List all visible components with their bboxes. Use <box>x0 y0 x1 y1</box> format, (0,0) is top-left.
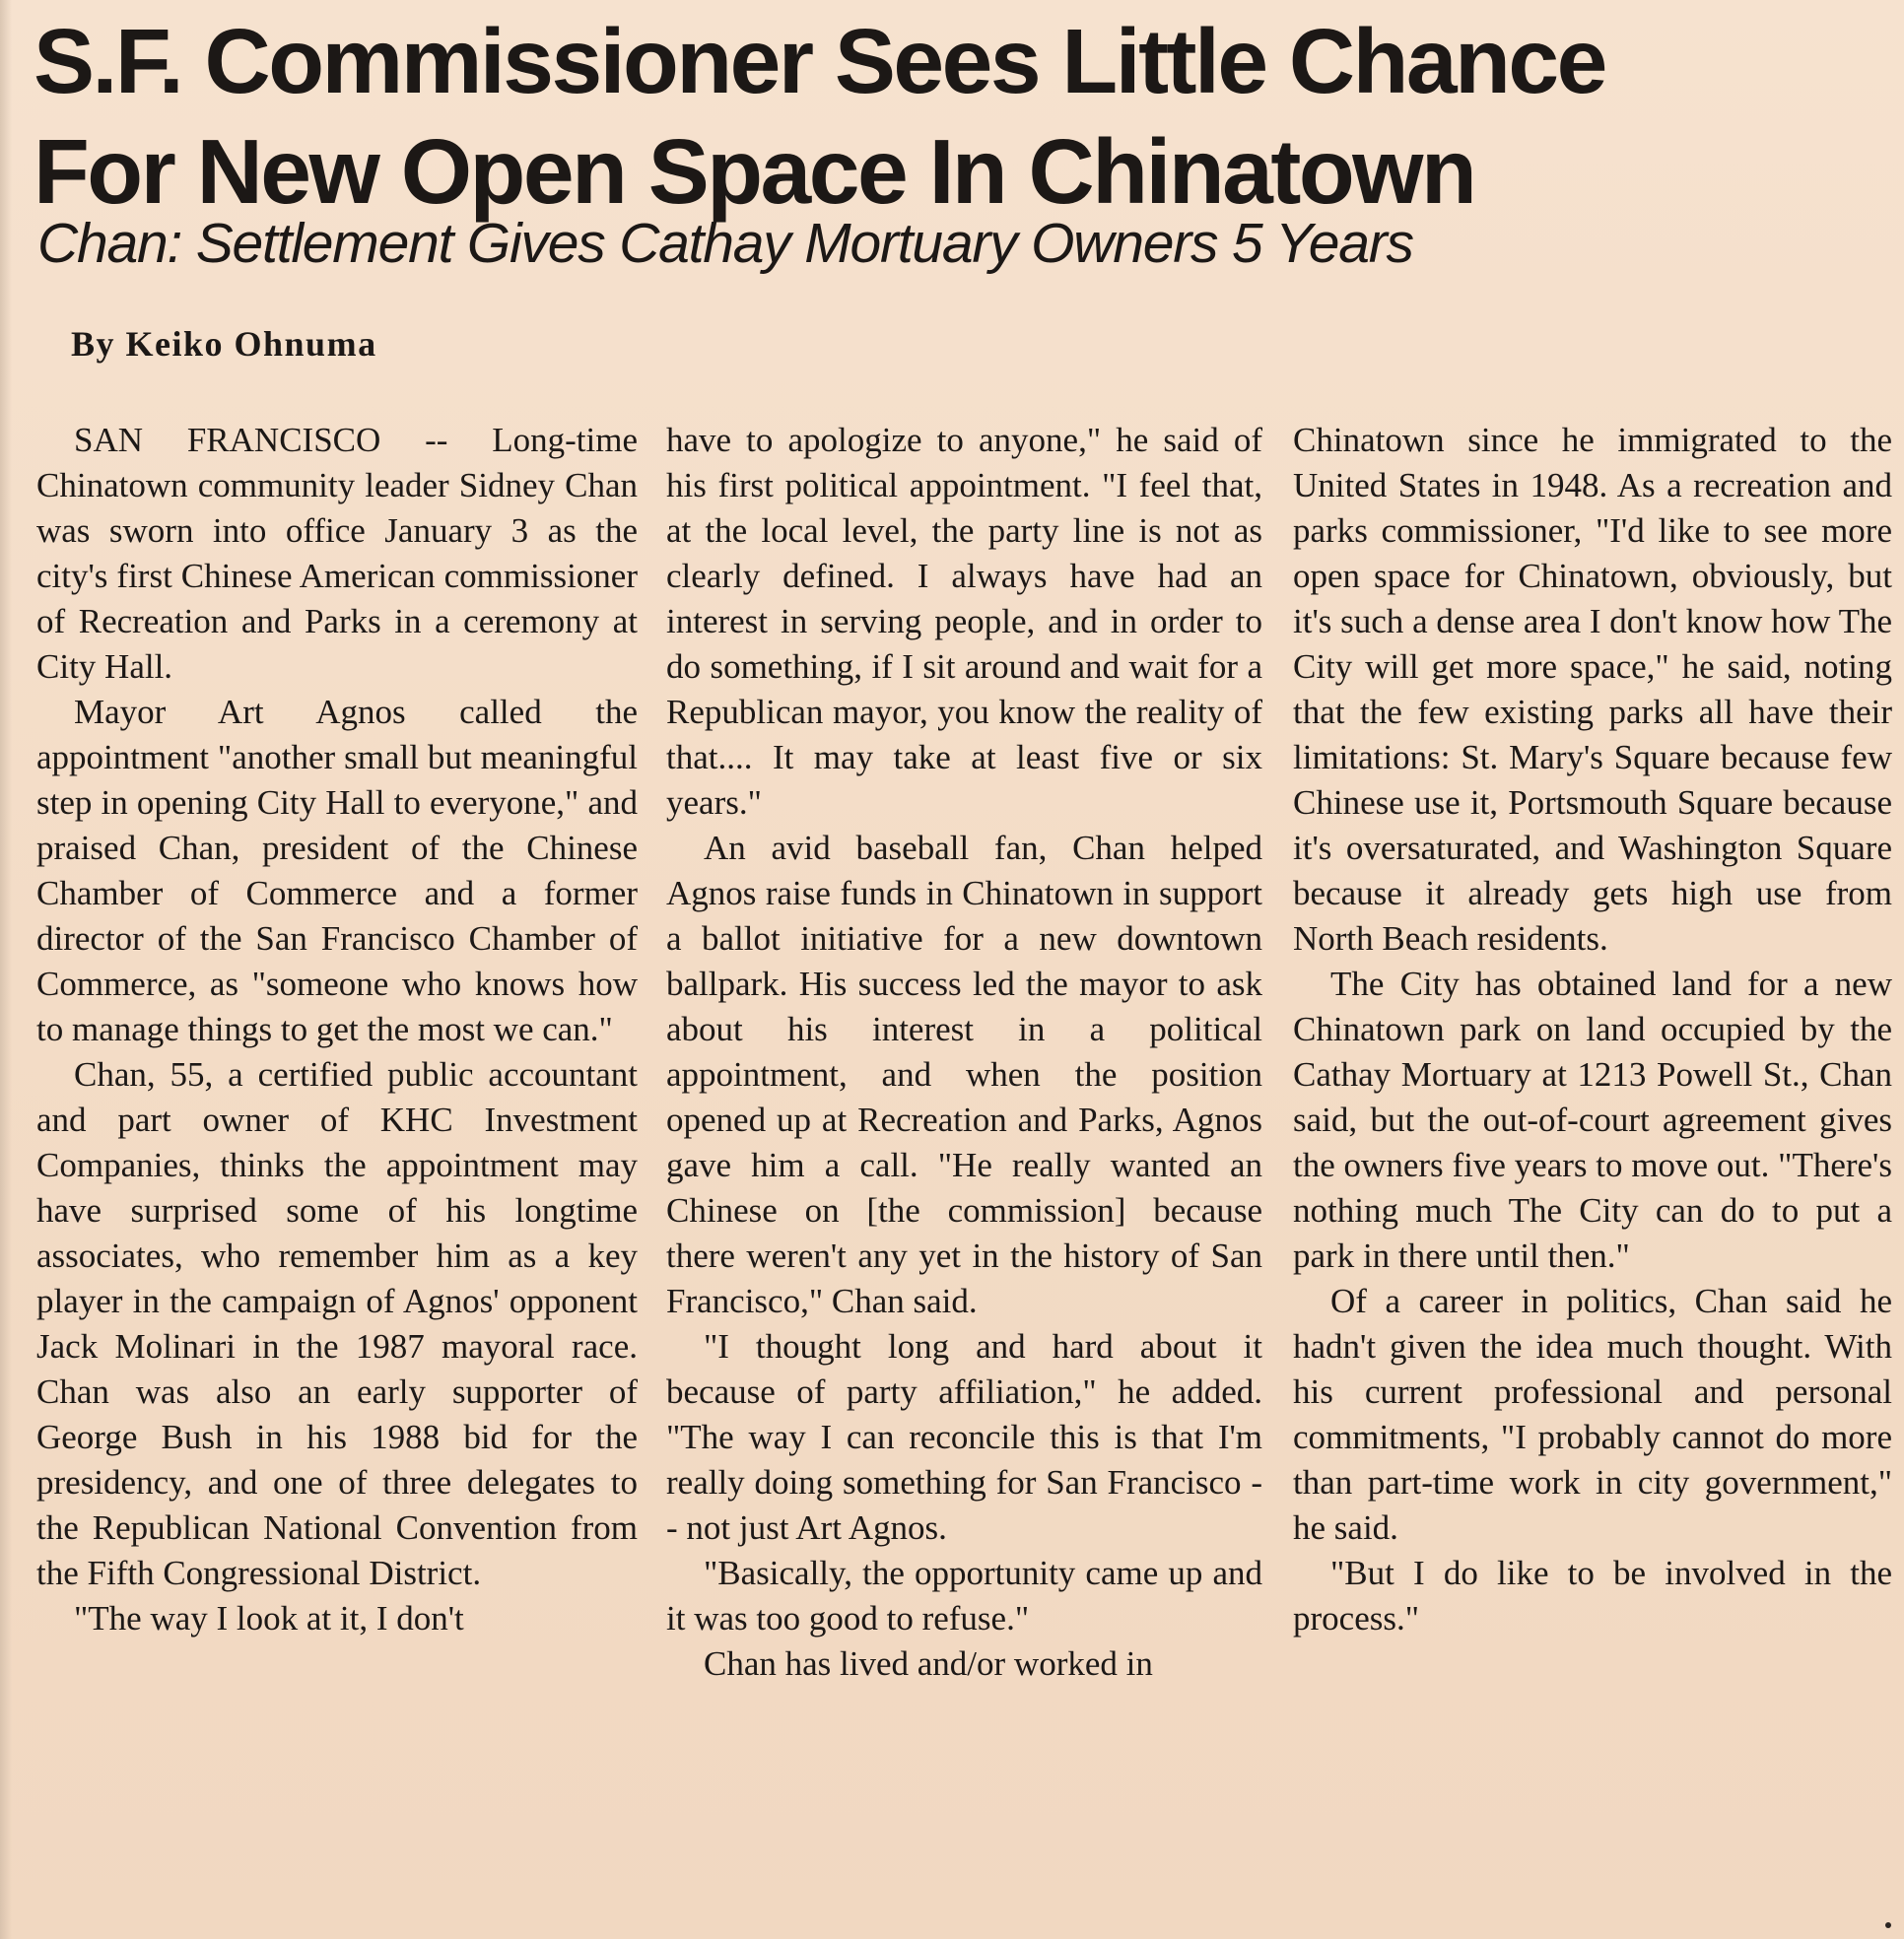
byline: By Keiko Ohnuma <box>71 324 377 364</box>
paragraph: Of a career in politics, Chan said he hadn't given the idea much thought. With his current professional and personal commitments, "I probably cannot do more than part-time work in city government," he said. <box>1293 1282 1892 1547</box>
paragraph: Chan has lived and/or worked in <box>704 1644 1153 1683</box>
paragraph: "Basically, the opportunity came up and it was too good to refuse." <box>666 1554 1262 1638</box>
headline-line-2: For New Open Space In Chinatown <box>34 120 1475 223</box>
subheadline: Chan: Settlement Gives Cathay Mortuary Owners 5 Years <box>37 212 1413 275</box>
article-column-2 <box>666 418 1262 1925</box>
paragraph: "But I do like to be involved in the process." <box>1293 1554 1892 1638</box>
paragraph: The City has obtained land for a new Chinatown park on land occupied by the Cathay Mortuary at 1213 Powell St., Chan said, but the out-of-court agreement gives the owners five years to move out. "There's nothing much The City can do to put a park in there until then." <box>1293 965 1892 1275</box>
paragraph: An avid baseball fan, Chan helped Agnos raise funds in Chinatown in support a ballot initiative for a new downtown ballpark. His success led the mayor to ask about his interest in a political appointment, and when the position opened up at Recreation and Parks, Agnos gave him a call. "He really wanted an Chinese on [the commission] because there weren't any yet in the history of San Francisco," Chan said. <box>666 829 1262 1320</box>
headline-line-1: S.F. Commissioner Sees Little Chance <box>34 10 1605 112</box>
page-edge-shadow <box>0 0 12 1939</box>
paragraph: Mayor Art Agnos called the appointment "another small but meaningful step in opening City Hall to everyone," and praised Chan, president of the Chinese Chamber of Commerce and a former director of the San Francisco Chamber of Commerce, as "someone who knows how to manage things to get the most we can." <box>36 693 638 1048</box>
paragraph: have to apologize to anyone," he said of his first political appointment. "I feel that, at the local level, the party line is not as clearly defined. I always have had an interest in serving people, and in order to do something, if I sit around and wait for a Republican mayor, you know the reality of that.... It may take at least five or six years." <box>666 421 1262 822</box>
paragraph: "I thought long and hard about it because of party affiliation," he added. "The way I can reconcile this is that I'm really doing something for San Francisco -- not just Art Agnos. <box>666 1327 1262 1547</box>
paragraph: SAN FRANCISCO -- Long-time Chinatown community leader Sidney Chan was sworn into office January 3 as the city's first Chinese American commissioner of Recreation and Parks in a ceremony at City Hall. <box>36 421 638 686</box>
paragraph: Chinatown since he immigrated to the United States in 1948. As a recreation and parks commissioner, "I'd like to see more open space for Chinatown, obviously, but it's such a dense area I don't know how The City will get more space," he said, noting that the few existing parks all have their limitations: St. Mary's Square because few Chinese use it, Portsmouth Square because it's oversaturated, and Washington Square because it already gets high use from North Beach residents. <box>1293 421 1892 958</box>
headline <box>34 6 1886 227</box>
article-column-3 <box>1293 418 1892 1925</box>
paragraph: Chan, 55, a certified public accountant and part owner of KHC Investment Companies, thinks the appointment may have surprised some of his longtime associates, who remember him as a key player in the campaign of Agnos' opponent Jack Molinari in the 1987 mayoral race. Chan was also an early supporter of George Bush in his 1988 bid for the presidency, and one of three delegates to the Republican National Convention from the Fifth Congressional District. <box>36 1055 638 1592</box>
print-speck <box>1885 1922 1891 1928</box>
paragraph: "The way I look at it, I don't <box>74 1599 464 1638</box>
article-column-1 <box>36 418 638 1925</box>
